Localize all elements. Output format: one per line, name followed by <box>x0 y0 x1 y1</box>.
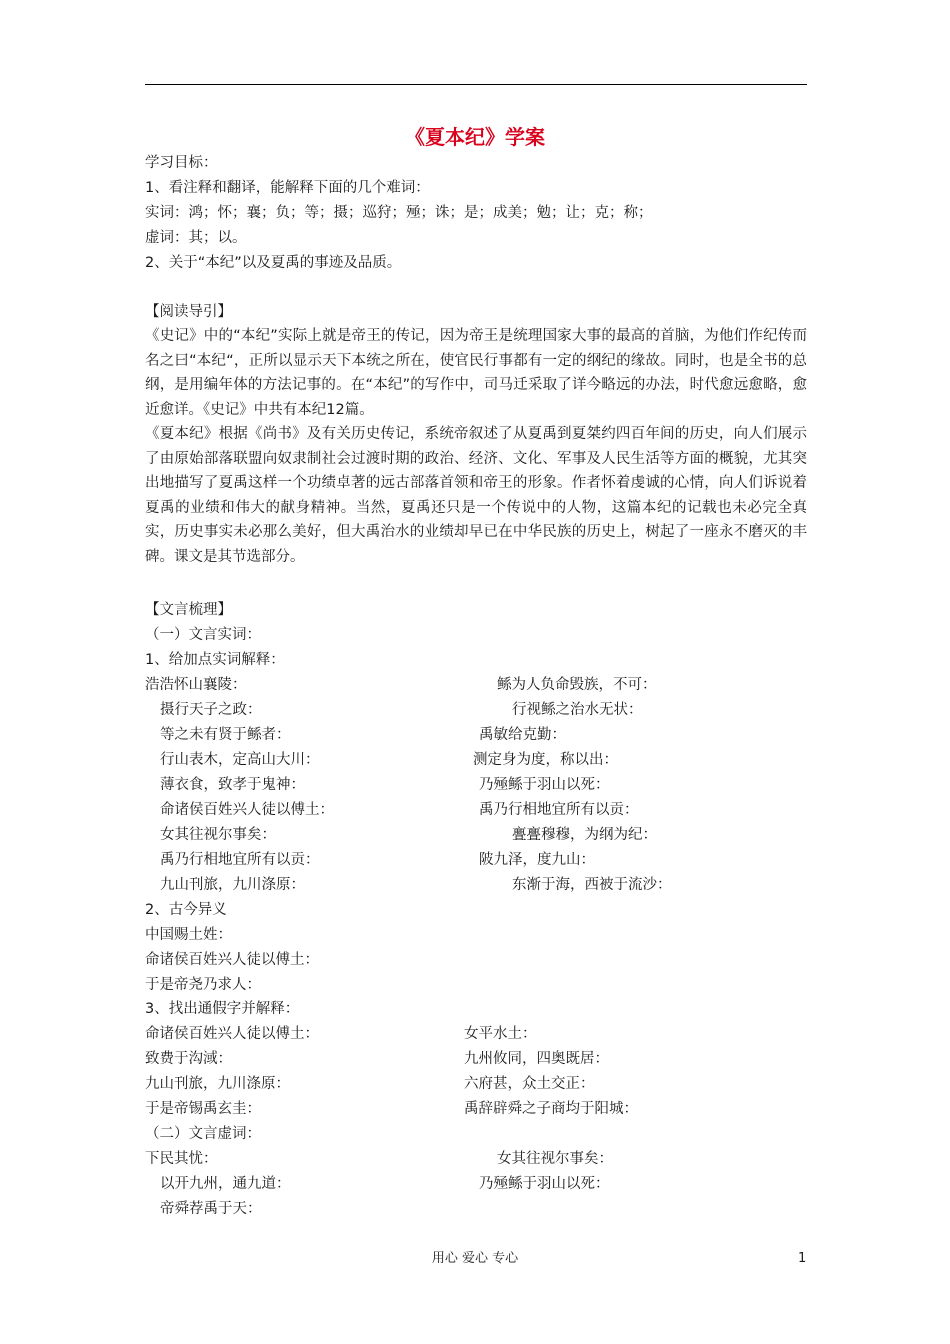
q3-left-2: 致费于沟淢： <box>145 1051 232 1067</box>
q1-right-8: 陂九泽，度九山： <box>479 852 595 868</box>
xuci-right-2: 乃殛鲧于羽山以死： <box>479 1176 610 1192</box>
reading-paragraph-2: 《夏本纪》根据《尚书》及有关历史传记，系统帝叙述了从夏禹到夏桀约四百年间的历史，向人们展示了由原始部落联盟向奴隶制社会过渡时期的政治、经济、文化、军事及人民生活等方面的概貌，尤其突出地描写了夏禹这样一个功绩卓著的远古部落首领和帝王的形象。作者怀着虔诚的心情，向人们诉说着夏禹的业绩和伟大的献身精神。当然，夏禹还只是一个传说中的人物，这篇本纪的记载也未必完全真实，历史事实未必那么美好，但大禹治水的业绩却早已在中华民族的历史上，树起了一座永不磨灭的丰碑。课文是其节选部分。 <box>145 426 807 565</box>
q1-left-2: 摄行天子之政： <box>160 702 262 718</box>
q1-right-2: 行视鲧之治水无状： <box>512 702 643 718</box>
objective-item-2: 2、关于“本纪”以及夏禹的事迹及品质。 <box>145 255 402 271</box>
page-number: 1 <box>798 1251 807 1266</box>
question-2: 2、古今异义 <box>145 902 227 918</box>
q1-right-7: 亹亹穆穆，为纲为纪： <box>512 827 657 843</box>
q2-item-1: 中国赐土姓： <box>145 927 232 943</box>
wenyan-heading: 【文言梳理】 <box>145 602 232 618</box>
q3-right-4: 禹辞辟舜之子商均于阳城： <box>464 1101 638 1117</box>
q3-right-3: 六府甚，众土交正： <box>464 1076 595 1092</box>
q2-item-3: 于是帝尧乃求人： <box>145 977 261 993</box>
reading-paragraphs <box>145 324 807 569</box>
reading-heading: 【阅读导引】 <box>145 304 232 320</box>
q1-right-1: 鲧为人负命毁族，不可： <box>497 677 657 693</box>
q1-left-1: 浩浩怀山襄陵： <box>145 677 247 693</box>
q1-left-9: 九山刊旅，九川涤原： <box>160 877 305 893</box>
q1-left-8: 禹乃行相地宜所有以贡： <box>160 852 320 868</box>
question-3: 3、找出通假字并解释： <box>145 1001 300 1017</box>
objective-item-1: 1、看注释和翻译，能解释下面的几个难词： <box>145 180 430 196</box>
objectives-heading: 学习目标： <box>145 155 218 171</box>
question-1: 1、给加点实词解释： <box>145 652 285 668</box>
document-title: 《夏本纪》学案 <box>405 125 545 149</box>
q3-left-4: 于是帝锡禹玄圭： <box>145 1101 261 1117</box>
xuci-left-1: 下民其忧： <box>145 1151 218 1167</box>
xuci-list: 虚词：其；以。 <box>145 230 247 246</box>
q1-left-4: 行山表木，定高山大川： <box>160 752 320 768</box>
q1-right-4: 测定身为度，称以出： <box>473 752 618 768</box>
q3-left-3: 九山刊旅，九川涤原： <box>145 1076 290 1092</box>
q1-left-5: 薄衣食，致孝于鬼神： <box>160 777 305 793</box>
q1-right-5: 乃殛鲧于羽山以死： <box>479 777 610 793</box>
q1-left-7: 女其往视尔事矣： <box>160 827 276 843</box>
q1-right-3: 禹敏给克勤： <box>479 727 566 743</box>
xuci-left-2: 以开九州，通九道： <box>160 1176 291 1192</box>
shici-subheading: （一）文言实词： <box>145 627 261 643</box>
xuci-left-3: 帝舜荐禹于天： <box>160 1201 262 1217</box>
shici-list: 实词：鸿；怀；襄；负；等；摄；巡狩；殛；诛；是；成美；勉；让；克；称； <box>145 205 653 221</box>
q1-right-9: 东渐于海，西被于流沙： <box>512 877 672 893</box>
q2-item-2: 命诸侯百姓兴人徒以傅土： <box>145 952 319 968</box>
q3-right-2: 九州攸同，四奥既居： <box>464 1051 609 1067</box>
reading-paragraph-1: 《史记》中的“本纪”实际上就是帝王的传记，因为帝王是统理国家大事的最高的首脑，为他们作纪传而名之曰“本纪“，正所以显示天下本统之所在，使官民行事都有一定的纲纪的缘故。同时，也是全书的总纲，是用编年体的方法记事的。在“本纪”的写作中，司马迁采取了详今略远的办法，时代愈远愈略，愈近愈详。《史记》中共有本纪12篇。 <box>145 328 807 418</box>
header-rule <box>145 84 807 85</box>
xuci-subheading: （二）文言虚词： <box>145 1126 261 1142</box>
q1-left-3: 等之未有贤于鲧者： <box>160 727 291 743</box>
q1-right-6: 禹乃行相地宜所有以贡： <box>479 802 639 818</box>
xuci-right-1: 女其往视尔事矣： <box>497 1151 613 1167</box>
q3-right-1: 女平水土： <box>464 1026 537 1042</box>
footer-motto: 用心 爱心 专心 <box>431 1251 519 1266</box>
q1-left-6: 命诸侯百姓兴人徒以傅土： <box>160 802 334 818</box>
q3-left-1: 命诸侯百姓兴人徒以傅土： <box>145 1026 319 1042</box>
